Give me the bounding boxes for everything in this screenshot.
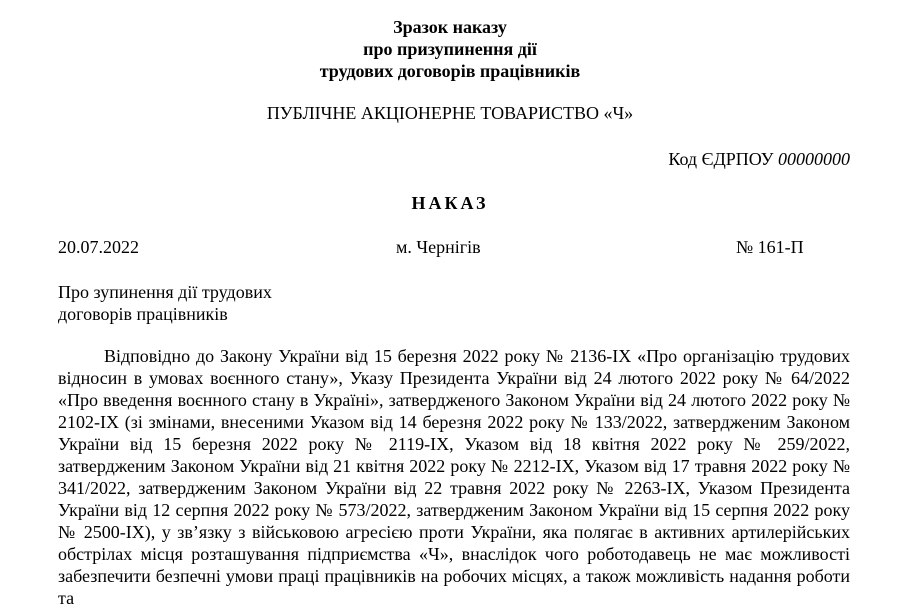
edrpou-label: Код ЄДРПОУ: [668, 149, 774, 169]
order-subject: [58, 281, 272, 325]
subject-line-2: договорів працівників: [58, 304, 228, 324]
edrpou-code: [668, 149, 850, 170]
sample-title-line-1: Зразок наказу: [393, 17, 507, 37]
edrpou-value: 00000000: [778, 149, 850, 169]
order-date: 20.07.2022: [58, 237, 139, 257]
order-title: НАКАЗ: [411, 193, 489, 213]
sample-title-line-3: трудових договорів працівників: [319, 61, 581, 81]
company-name: ПУБЛІЧНЕ АКЦІОНЕРНЕ ТОВАРИСТВО «Ч»: [266, 103, 634, 123]
subject-line-1: Про зупинення дії трудових: [58, 282, 272, 302]
order-body-paragraph: Відповідно до Закону України від 15 березня 2022 року № 2136-IX «Про організацію трудових відносин в умовах воєнного стану», Указу Президента України від 24 лютого 2022 року № 64/2022 «Про введення воєнного стану в Україні», затвердженого Законом України від 24 лютого 2022 року № 2102-IX (зі змінами, внесеними Указом від 14 березня 2022 року № 133/2022, затвердженим Законом України від 15 березня 2022 року № 2119-IX, Указом від 18 квітня 2022 року № 259/2022, затвердженим Законом України від 21 квітня 2022 року № 2212-IX, Указом від 17 травня 2022 року № 341/2022, затвердженим Законом України від 22 травня 2022 року № 2263-IX, Указом Президента України від 12 серпня 2022 року № 573/2022, затвердженим Законом України від 15 серпня 2022 року № 2500-IX), у зв’язку з військовою агресією проти України, яка полягає в активних артилерійських обстрілах місця розташування підприємства «Ч», внаслідок чого роботодавець не має можливості забезпечити безпечні умови праці працівників на робочих місцях, а також можливість надання роботи та: [58, 346, 850, 608]
order-number: № 161-П: [736, 237, 804, 257]
sample-title-line-2: про призупинення дії: [363, 39, 537, 59]
order-city: м. Чернігів: [396, 237, 481, 257]
